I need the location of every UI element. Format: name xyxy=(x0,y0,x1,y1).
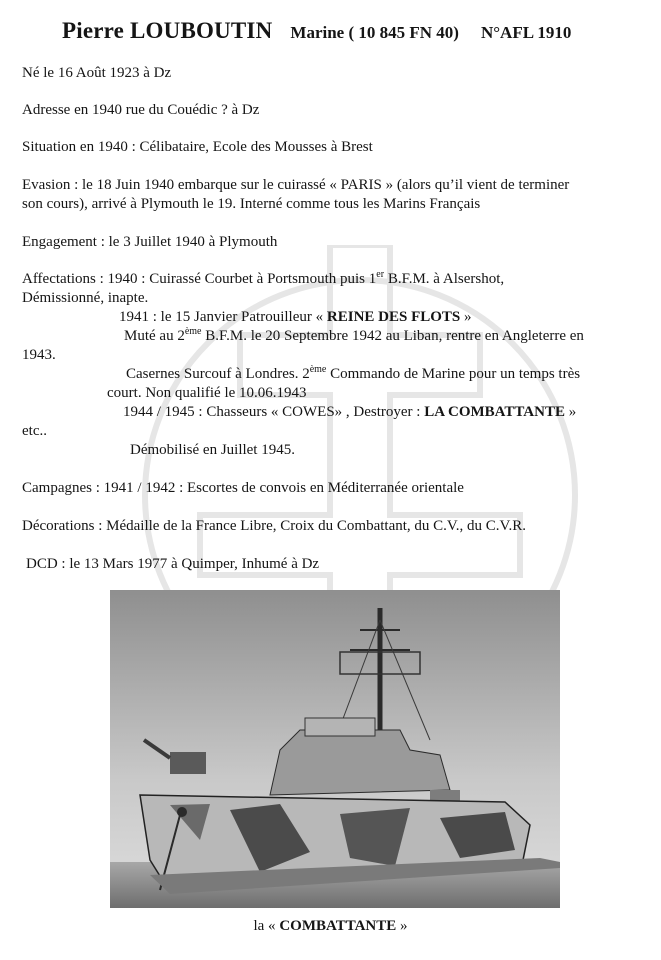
aff-3-text-a: 1941 : le 15 Janvier Patrouilleur « xyxy=(119,309,327,325)
decorations-line: Décorations : Médaille de la France Libre, Croix du Combattant, du C.V., du C.V.R. xyxy=(22,518,526,534)
caption-prefix: la « xyxy=(253,918,280,934)
affectations-line-3 xyxy=(119,308,472,326)
situation-line: Situation en 1940 : Célibataire, Ecole des Mousses à Brest xyxy=(22,139,373,155)
ship-reine-des-flots: REINE DES FLOTS xyxy=(326,309,461,325)
affectations-line-6 xyxy=(126,365,580,383)
dcd-line: DCD : le 13 Mars 1977 à Quimper, Inhumé à Dz xyxy=(26,556,320,572)
affectations-line-1 xyxy=(22,270,504,288)
campagnes-line: Campagnes : 1941 / 1942 : Escortes de convois en Méditerranée orientale xyxy=(22,480,464,496)
header-title xyxy=(62,18,571,44)
ship-la-combattante: LA COMBATTANTE xyxy=(424,404,565,420)
aff-4-text-a: Muté au 2 xyxy=(124,328,185,344)
aff-8-text-b: » xyxy=(564,404,577,420)
aff-4-sup: ème xyxy=(184,326,202,337)
affectations-line-2: Démissionné, inapte. xyxy=(22,290,149,306)
birth-line: Né le 16 Août 1923 à Dz xyxy=(22,65,172,81)
afl-number: N°AFL 1910 xyxy=(480,23,572,42)
engagement-line: Engagement : le 3 Juillet 1940 à Plymouth xyxy=(22,234,278,250)
service-unit: Marine ( 10 845 FN 40) xyxy=(290,23,459,42)
ship-photograph xyxy=(110,590,560,908)
person-name: Pierre LOUBOUTIN xyxy=(62,18,273,43)
photo-caption xyxy=(0,918,661,935)
affectations-line-7: court. Non qualifié le 10.06.1943 xyxy=(107,385,307,401)
evasion-line-1: Evasion : le 18 Juin 1940 embarque sur le cuirassé « PARIS » (alors qu’il vient de terminer xyxy=(22,177,570,193)
caption-suffix: » xyxy=(396,918,408,934)
destroyer-illustration xyxy=(110,590,560,908)
aff-6-text-a: Casernes Surcouf à Londres. 2 xyxy=(126,366,310,382)
aff-4-text-b: B.F.M. le 20 Septembre 1942 au Liban, rentre en Angleterre en xyxy=(201,328,584,344)
affectations-line-10: Démobilisé en Juillet 1945. xyxy=(130,442,295,458)
aff-8-text-a: 1944 / 1945 : Chasseurs « COWES» , Destroyer : xyxy=(123,404,425,420)
affectations-line-8 xyxy=(123,403,576,421)
evasion-line-2: son cours), arrivé à Plymouth le 19. Interné comme tous les Marins Français xyxy=(22,196,481,212)
caption-ship-name: COMBATTANTE xyxy=(279,918,397,934)
affectations-line-5: 1943. xyxy=(22,347,56,363)
aff-3-text-b: » xyxy=(460,309,472,325)
affectations-line-9: etc.. xyxy=(22,423,47,439)
aff-1-text-a: Affectations : 1940 : Cuirassé Courbet à Portsmouth puis 1 xyxy=(22,271,377,287)
aff-6-sup: ème xyxy=(309,364,327,375)
aff-6-text-b: Commando de Marine pour un temps très xyxy=(326,366,581,382)
aff-1-text-b: B.F.M. à Alsershot, xyxy=(384,271,505,287)
aff-1-sup: er xyxy=(376,269,385,280)
affectations-line-4 xyxy=(124,327,584,345)
address-line: Adresse en 1940 rue du Couédic ? à Dz xyxy=(22,102,260,118)
